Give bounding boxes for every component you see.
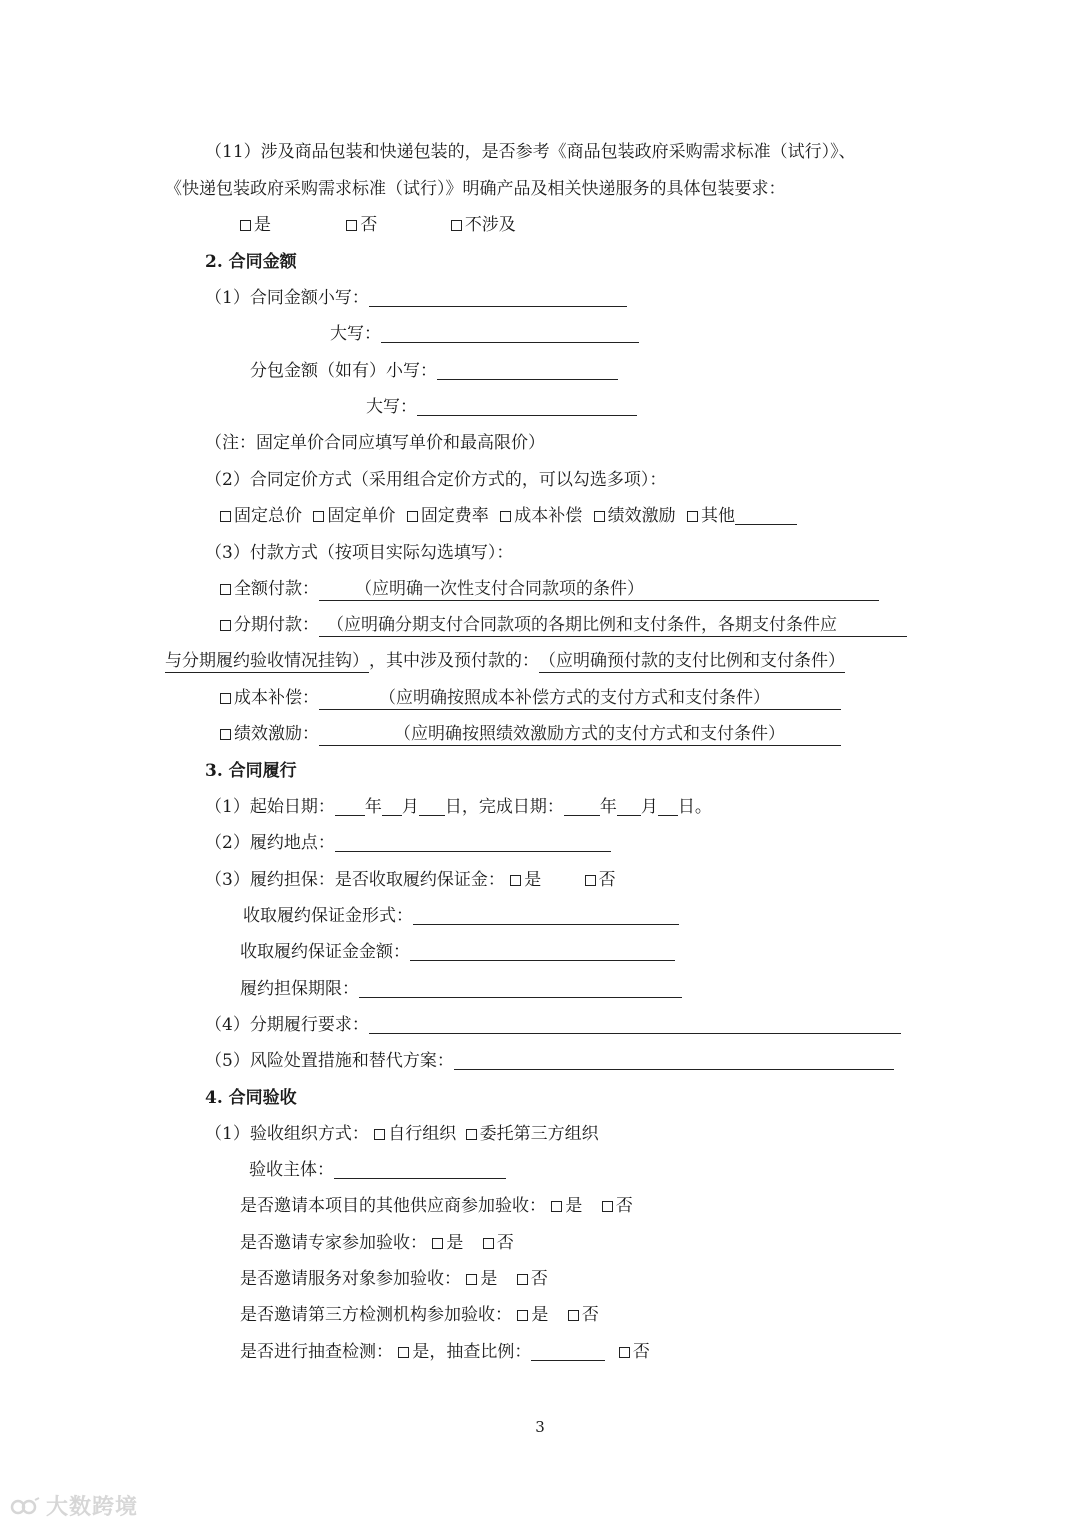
checkbox-icon[interactable] xyxy=(220,729,231,740)
q4-label: 是否邀请第三方检测机构参加验收： xyxy=(240,1305,512,1325)
contract-amount-small-label: （1）合同金额小写： xyxy=(205,288,369,308)
prepayment-field[interactable] xyxy=(539,650,845,673)
stage-field[interactable] xyxy=(369,1015,901,1034)
guarantee-period-row xyxy=(240,978,682,1000)
stage-row xyxy=(205,1014,901,1036)
payment-installment-hint-2: 与分期履约验收情况挂钩） xyxy=(165,651,369,671)
checkbox-icon[interactable] xyxy=(313,511,324,522)
year-label: 年 xyxy=(364,797,382,817)
s2-title: 2. 合同金额 xyxy=(205,252,297,272)
checkbox-icon[interactable] xyxy=(687,511,698,522)
payment-performance-row xyxy=(220,723,841,746)
q2-yes[interactable]: 是 xyxy=(432,1232,463,1254)
checkbox-icon[interactable] xyxy=(220,693,231,704)
year-label: 年 xyxy=(599,797,617,817)
start-year-field[interactable] xyxy=(335,797,365,816)
guarantee-amount-field[interactable] xyxy=(410,942,675,961)
payment-cost-hint: （应明确按照成本补偿方式的支付方式和支付条件） xyxy=(379,688,770,708)
q2-label: 是否邀请专家参加验收： xyxy=(240,1233,427,1253)
contract-amount-small-field[interactable] xyxy=(369,288,627,307)
guarantee-amount-row xyxy=(240,941,675,963)
subcontract-amount-big-field[interactable] xyxy=(417,397,637,416)
guarantee-amount-label: 收取履约保证金金额： xyxy=(240,942,410,962)
payment-label: （3）付款方式（按项目实际勾选填写）： xyxy=(205,543,514,563)
s11-opt-na[interactable]: 不涉及 xyxy=(451,214,516,236)
payment-installment-row2 xyxy=(165,650,845,673)
checkbox-icon[interactable] xyxy=(594,511,605,522)
q2-no[interactable]: 否 xyxy=(483,1232,514,1254)
checkbox-icon[interactable] xyxy=(619,1347,630,1358)
checkbox-icon[interactable] xyxy=(407,511,418,522)
subcontract-amount-small-field[interactable] xyxy=(437,361,618,380)
q3-yes[interactable]: 是 xyxy=(466,1268,497,1290)
q5-ratio-field[interactable] xyxy=(531,1342,605,1361)
q2-row xyxy=(240,1232,514,1254)
place-label: （2）履约地点： xyxy=(205,833,335,853)
payment-full-label: 全额付款： xyxy=(234,579,319,599)
checkbox-icon[interactable] xyxy=(517,1310,528,1321)
contract-amount-big-label: 大写： xyxy=(330,324,381,344)
contract-amount-big-row xyxy=(330,323,639,345)
q3-row xyxy=(240,1268,548,1290)
checkbox-icon[interactable] xyxy=(466,1129,477,1140)
pricing-opt-fixed-rate[interactable]: 固定费率 xyxy=(407,505,489,527)
guarantee-period-field[interactable] xyxy=(359,979,682,998)
subcontract-amount-small-label: 分包金额（如有）小写： xyxy=(250,361,437,381)
checkbox-icon[interactable] xyxy=(517,1274,528,1285)
pricing-note: （注：固定单价合同应填写单价和最高限价） xyxy=(205,433,545,453)
checkbox-icon[interactable] xyxy=(240,220,251,231)
s11-options xyxy=(240,214,516,236)
pricing-opt-other[interactable]: 其他 xyxy=(687,505,735,527)
q1-label: 是否邀请本项目的其他供应商参加验收： xyxy=(240,1196,546,1216)
payment-cost-field[interactable] xyxy=(319,687,841,710)
s11-line1: （11）涉及商品包装和快递包装的，是否参考《商品包装政府采购需求标准（试行）》、 xyxy=(205,142,856,162)
q5-label: 是否进行抽查检测： xyxy=(240,1342,393,1362)
s11-opt-no[interactable]: 否 xyxy=(346,214,377,236)
risk-row xyxy=(205,1050,894,1072)
q5-yes[interactable]: 是，抽查比例： xyxy=(398,1341,531,1363)
q3-no[interactable]: 否 xyxy=(517,1268,548,1290)
pricing-opt-fixed-unit[interactable]: 固定单价 xyxy=(313,505,395,527)
q5-no[interactable]: 否 xyxy=(619,1341,650,1363)
payment-full-row xyxy=(220,578,879,601)
risk-label: （5）风险处置措施和替代方案： xyxy=(205,1051,454,1071)
guarantee-form-label: 收取履约保证金形式： xyxy=(243,906,413,926)
checkbox-icon[interactable] xyxy=(398,1347,409,1358)
q1-row xyxy=(240,1195,633,1217)
guarantee-period-label: 履约担保期限： xyxy=(240,979,359,999)
pricing-opt-cost-comp[interactable]: 成本补偿 xyxy=(500,505,582,527)
payment-installment-row xyxy=(220,614,907,637)
q4-row xyxy=(240,1304,599,1326)
payment-cost-label: 成本补偿： xyxy=(234,688,319,708)
payment-performance-field[interactable] xyxy=(319,723,841,746)
payment-installment-label: 分期付款： xyxy=(234,615,319,635)
acceptance-org-third-party[interactable]: 委托第三方组织 xyxy=(466,1123,599,1145)
payment-performance-hint: （应明确按照绩效激励方式的支付方式和支付条件） xyxy=(394,724,785,744)
checkbox-icon[interactable] xyxy=(220,584,231,595)
month-label: 月 xyxy=(640,797,658,817)
s11-line2: 《快递包装政府采购需求标准（试行）》明确产品及相关快递服务的具体包装要求： xyxy=(165,179,786,199)
place-row xyxy=(205,832,611,854)
watermark xyxy=(10,1490,138,1521)
payment-installment-hint: （应明确分期支付合同款项的各期比例和支付条件，各期支付条件应 xyxy=(327,615,837,635)
subcontract-amount-big-row xyxy=(366,396,637,418)
payment-cost-row xyxy=(220,687,841,710)
q1-no[interactable]: 否 xyxy=(602,1195,633,1217)
end-day-field[interactable] xyxy=(658,797,678,816)
acceptance-subject-field[interactable] xyxy=(334,1160,506,1179)
prepayment-hint: （应明确预付款的支付比例和支付条件） xyxy=(539,651,845,671)
contract-amount-big-field[interactable] xyxy=(381,324,639,343)
s4-title: 4. 合同验收 xyxy=(205,1088,297,1108)
page-number: 3 xyxy=(535,1418,545,1436)
payment-performance-label: 绩效激励： xyxy=(234,724,319,744)
checkbox-icon[interactable] xyxy=(466,1274,477,1285)
guarantee-row xyxy=(205,869,616,891)
risk-field[interactable] xyxy=(454,1051,894,1070)
payment-full-hint: （应明确一次性支付合同款项的条件） xyxy=(355,579,644,599)
contract-amount-small-row xyxy=(205,287,627,309)
checkbox-icon[interactable] xyxy=(346,220,357,231)
checkbox-icon[interactable] xyxy=(451,220,462,231)
checkbox-icon[interactable] xyxy=(483,1238,494,1249)
pricing-opt-fixed-total[interactable]: 固定总价 xyxy=(220,505,302,527)
acceptance-org-label: （1）验收组织方式： xyxy=(205,1124,369,1144)
s3-title: 3. 合同履行 xyxy=(205,761,297,781)
q3-label: 是否邀请服务对象参加验收： xyxy=(240,1269,461,1289)
guarantee-form-row xyxy=(243,905,679,927)
checkbox-icon[interactable] xyxy=(602,1201,613,1212)
checkbox-icon[interactable] xyxy=(374,1129,385,1140)
acceptance-subject-label: 验收主体： xyxy=(249,1160,334,1180)
acceptance-org-self[interactable]: 自行组织 xyxy=(374,1123,456,1145)
subcontract-amount-big-label: 大写： xyxy=(366,397,417,417)
guarantee-no[interactable]: 否 xyxy=(585,869,616,891)
checkbox-icon[interactable] xyxy=(500,511,511,522)
payment-installment-field-2[interactable] xyxy=(165,650,369,673)
checkbox-icon[interactable] xyxy=(510,875,521,886)
end-date-label: 日，完成日期： xyxy=(444,797,564,817)
guarantee-yes[interactable]: 是 xyxy=(510,869,541,891)
start-date-label: （1）起始日期： xyxy=(205,797,335,817)
q4-yes[interactable]: 是 xyxy=(517,1304,548,1326)
payment-full-field[interactable] xyxy=(319,578,879,601)
checkbox-icon[interactable] xyxy=(568,1310,579,1321)
checkbox-icon[interactable] xyxy=(585,875,596,886)
subcontract-amount-small-row xyxy=(250,360,618,382)
q4-no[interactable]: 否 xyxy=(568,1304,599,1326)
month-label: 月 xyxy=(401,797,419,817)
q5-row xyxy=(240,1341,650,1363)
pricing-opt-performance[interactable]: 绩效激励 xyxy=(594,505,676,527)
acceptance-subject-row xyxy=(249,1159,506,1181)
payment-installment-field[interactable] xyxy=(319,614,907,637)
day-label: 日。 xyxy=(677,797,712,817)
start-month-field[interactable] xyxy=(382,797,402,816)
pricing-label: （2）合同定价方式（采用组合定价方式的，可以勾选多项）： xyxy=(205,470,667,490)
acceptance-org-row xyxy=(205,1123,599,1145)
place-field[interactable] xyxy=(335,833,611,852)
end-month-field[interactable] xyxy=(617,797,641,816)
pricing-other-field[interactable] xyxy=(735,506,797,525)
dates-row xyxy=(205,796,712,818)
watermark-logo-icon xyxy=(10,1496,40,1518)
s11-opt-yes[interactable]: 是 xyxy=(240,214,271,236)
checkbox-icon[interactable] xyxy=(220,620,231,631)
pricing-options xyxy=(220,505,797,527)
q1-yes[interactable]: 是 xyxy=(551,1195,582,1217)
checkbox-icon[interactable] xyxy=(220,511,231,522)
prepayment-label: ，其中涉及预付款的： xyxy=(369,651,539,671)
start-day-field[interactable] xyxy=(419,797,445,816)
guarantee-label: （3）履约担保：是否收取履约保证金： xyxy=(205,870,505,890)
end-year-field[interactable] xyxy=(564,797,600,816)
checkbox-icon[interactable] xyxy=(432,1238,443,1249)
checkbox-icon[interactable] xyxy=(551,1201,562,1212)
watermark-text: 大数跨境 xyxy=(46,1495,139,1520)
guarantee-form-field[interactable] xyxy=(413,906,679,925)
stage-label: （4）分期履行要求： xyxy=(205,1015,369,1035)
